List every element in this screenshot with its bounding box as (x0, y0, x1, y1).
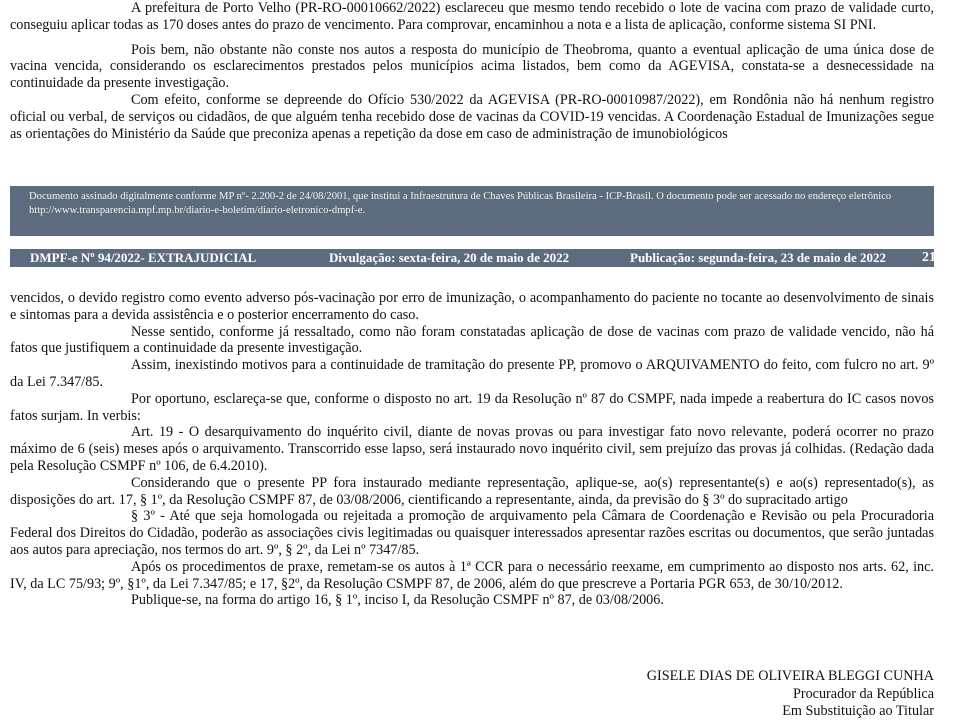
paragraph-por-oportuno: Por oportuno, esclareça-se que, conforme o disposto no art. 19 da Resolução nº 87 do CSMPF, nada impede a reabertura do IC casos novos fatos surjam. In verbis: (10, 390, 934, 424)
signer-role: Em Substituição ao Titular (782, 703, 934, 719)
quote-paragraph-3: § 3º - Até que seja homologada ou rejeitada a promoção de arquivamento pela Câmara de Coordenação e Revisão ou pela Procuradoria Federal dos Direitos do Cidadão, poderão as associações civis legitimadas ou quaisquer interessados apresentar razões escritas ou documentos, que serão juntadas aos autos para apreciação, nos termos do art. 9º, § 2º, da Lei nº 7347/85. (10, 508, 934, 558)
top-text-block (10, 0, 934, 142)
digital-signature-note: Documento assinado digitalmente conforme MP nº- 2.200-2 de 24/08/2001, que institui a Infraestrutura de Chaves Públicas Brasileira - ICP-Brasil. O documento pode ser acessado no endereço eletrônico http://www.transparencia.mpf.mp.br/diario-e-boletim/diario-eletronico-dmpf-e. (10, 186, 934, 236)
paragraph-considerando: Considerando que o presente PP fora instaurado mediante representação, aplique-se, ao(s) representante(s) e ao(s) representado(s), as disposições do art. 17, § 1º, da Resolução CSMPF 87, de 03/08/2006, cientificando a representante, ainda, da previsão do § 3º do supracitado artigo (10, 474, 934, 508)
bottom-text-block (10, 290, 934, 609)
signature-block (647, 668, 934, 721)
paragraph-agevisa: Com efeito, conforme se depreende do Ofício 530/2022 da AGEVISA (PR-RO-00010987/2022), em Rondônia não há nenhum registro oficial ou verbal, de serviços ou cidadãos, de que alguém tenha recebido dose de vacinas da COVID-19 vencidas. A Coordenação Estadual de Imunizações segue as orientações do Ministério da Saúde que preconiza apenas a repetição da dose em caso de administração de imunobiológicos (10, 91, 934, 142)
paragraph-nesse-sentido: Nesse sentido, conforme já ressaltado, como não foram constatadas aplicação de dose de vacinas com prazo de validade vencido, não há fatos que justifiquem a continuidade da presente investigação. (10, 323, 934, 357)
edition-reference: DMPF-e Nº 94/2022- EXTRAJUDICIAL (30, 250, 257, 265)
page-number: 21 (922, 250, 936, 265)
signer-name: GISELE DIAS DE OLIVEIRA BLEGGI CUNHA (646, 668, 934, 684)
paragraph-porto-velho: A prefeitura de Porto Velho (PR-RO-00010662/2022) esclareceu que mesmo tendo recebido o lote de vacina com prazo de validade curto, conseguiu aplicar todas as 170 doses antes do prazo de vencimento. Para comprovar, encaminhou a nota e a lista de aplicação, conforme sistema SI PNI. (10, 0, 934, 33)
paragraph-continuation: vencidos, o devido registro como evento adverso pós-vacinação por erro de imunização, o acompanhamento do paciente no tocante ao desenvolvimento de sinais e sintomas para a devida assistência e o posterior encerramento do caso. (10, 290, 934, 323)
paragraph-arquivamento: Assim, inexistindo motivos para a continuidade de tramitação do presente PP, promovo o ARQUIVAMENTO do feito, com fulcro no art. 9º da Lei 7.347/85. (10, 357, 934, 390)
paragraph-procedimentos: Após os procedimentos de praxe, remetam-se os autos à 1ª CCR para o necessário reexame, em cumprimento ao disposto nos arts. 62, inc. IV, da LC 75/93; 9º, §1º, da Lei 7.347/85; e 17, §2º, da Resolução CSMPF 87, de 2006, além do que prescreve a Portaria PGR 653, de 30/10/2012. (10, 558, 934, 592)
quote-art-19: Art. 19 - O desarquivamento do inquérito civil, diante de novas provas ou para investigar fato novo relevante, poderá ocorrer no prazo máximo de 6 (seis) meses após o arquivamento. Transcorrido esse lapso, será instaurado novo inquérito civil, sem prejuízo das provas já colhidas. (Redação dada pela Resolução CSMPF nº 106, de 6.4.2010). (10, 424, 934, 474)
journal-header-bar (10, 249, 934, 267)
paragraph-publique-se: Publique-se, na forma do artigo 16, § 1º, inciso I, da Resolução CSMPF nº 87, de 03/08/2006. (131, 592, 664, 609)
publicacao-date: Publicação: segunda-feira, 23 de maio de 2022 (630, 250, 887, 265)
divulgacao-date: Divulgação: sexta-feira, 20 de maio de 2022 (329, 250, 570, 265)
signer-title: Procurador da República (792, 685, 934, 702)
paragraph-theobroma: Pois bem, não obstante não conste nos autos a resposta do município de Theobroma, quanto a eventual aplicação de uma única dose de vacina vencida, considerando os esclarecimentos prestados pelos municípios acima listados, bem como da AGEVISA, constata-se a desnecessidade na continuidade da presente investigação. (10, 41, 934, 92)
